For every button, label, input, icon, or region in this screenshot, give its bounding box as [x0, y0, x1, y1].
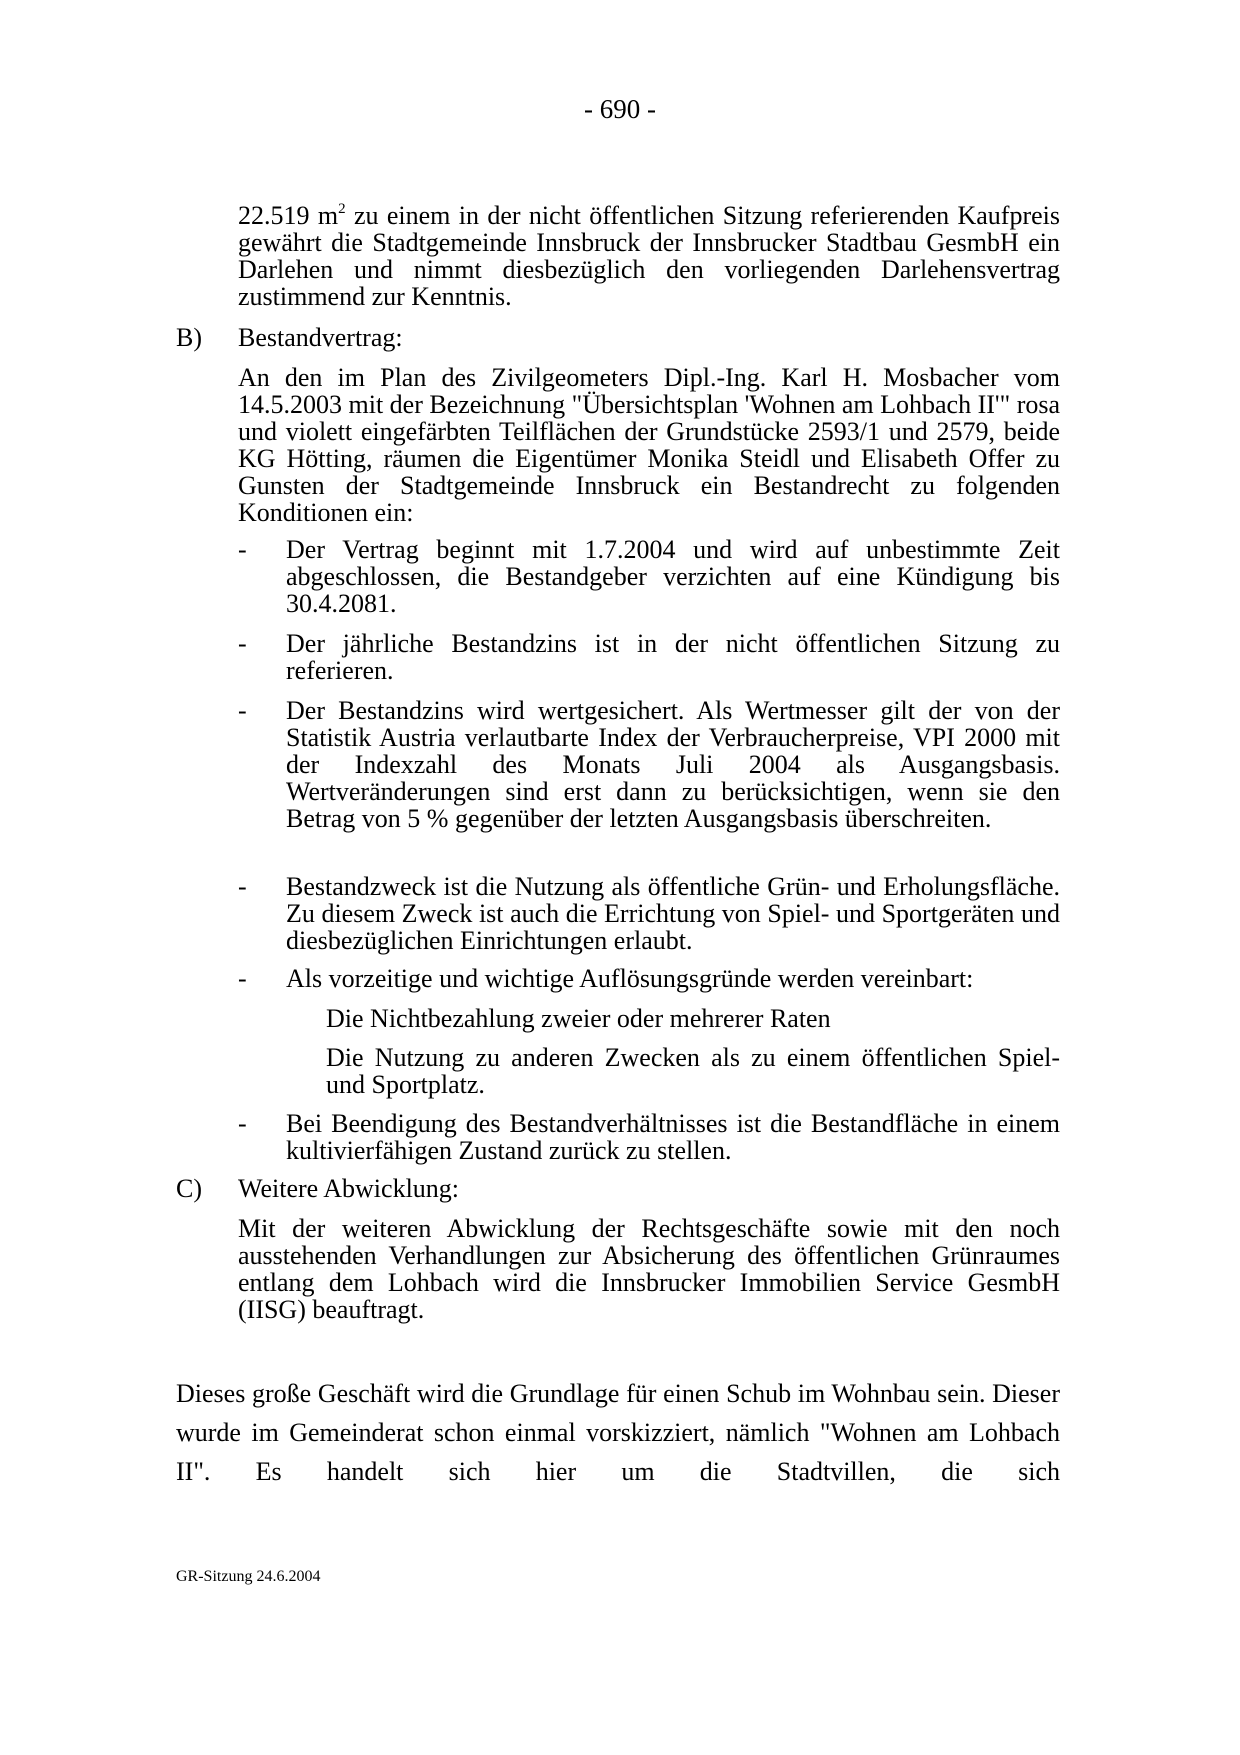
section-c-letter: C) [176, 1174, 202, 1203]
section-b-intro [238, 364, 1060, 526]
list-dash: - [238, 964, 247, 993]
section-b-title: Bestandvertrag: [238, 323, 403, 352]
list-item-text: Als vorzeitige und wichtige Auflösungsgründe werden vereinbart: [286, 964, 974, 993]
section-b-letter: B) [176, 323, 202, 352]
list-item-text: Der jährliche Bestandzins ist in der nicht öffentlichen Sitzung zu referieren. [286, 629, 1060, 685]
list-item-text: Bestandzweck ist die Nutzung als öffentliche Grün- und Erholungsfläche. Zu diesem Zweck ist auch die Errichtung von Spiel- und Sportgeräten und diesbezüglichen Einrichtungen erlaubt. [286, 872, 1060, 955]
closing-paragraph: Dieses große Geschäft wird die Grundlage für einen Schub im Wohnbau sein. Dieser wurde im Gemeinderat schon einmal vorskizziert, nämlich "Wohnen am Lohbach II". Es handelt sich hier um die Stadtvillen, die sich [176, 1379, 1060, 1486]
sub-list-item: Die Nichtbezahlung zweier oder mehrerer Raten [326, 1004, 831, 1033]
intro-text: zu einem in der nicht öffentlichen Sitzung referierenden Kaufpreis gewährt die Stadtgemeinde Innsbruck der Innsbrucker Stadtbau GesmbH ein Darlehen und nimmt diesbezüglich den vorliegenden Darlehensvertrag zustimmend zur Kenntnis. [238, 201, 1060, 311]
sub-list-item: Die Nutzung zu anderen Zwecken als zu einem öffentlichen Spiel- und Sportplatz. [326, 1043, 1060, 1099]
section-c-text: Mit der weiteren Abwicklung der Rechtsgeschäfte sowie mit den noch ausstehenden Verhandlungen zur Absicherung des öffentlichen Grünraumes entlang dem Lohbach wird die Innsbrucker Immobilien Service GesmbH (IISG) beauftragt. [238, 1214, 1060, 1324]
list-dash: - [238, 872, 247, 901]
footer: GR-Sitzung 24.6.2004 [176, 1568, 321, 1585]
list-dash: - [238, 696, 247, 725]
list-dash: - [238, 629, 247, 658]
intro-area-value: 22.519 m [238, 201, 339, 230]
intro-area-superscript: 2 [338, 201, 346, 217]
section-c-body [238, 1215, 1060, 1323]
page-number: - 690 - [584, 94, 656, 124]
list-item-text: Bei Beendigung des Bestandverhältnisses ist die Bestandfläche in einem kultivierfähigen Zustand zurück zu stellen. [286, 1109, 1060, 1165]
list-dash: - [238, 1109, 247, 1138]
list-item-text: Der Bestandzins wird wertgesichert. Als Wertmesser gilt der von der Statistik Austria verlautbarte Index der Verbraucherpreise, VPI 2000 mit der Indexzahl des Monats Juli 2004 als Ausgangsbasis. Wertveränderungen sind erst dann zu berücksichtigen, wenn sie den Betrag von 5 % gegenüber der letzten Ausgangsbasis überschreiten. [286, 696, 1060, 833]
list-dash: - [238, 535, 247, 564]
section-c-title: Weitere Abwicklung: [238, 1174, 460, 1203]
list-item-text: Der Vertrag beginnt mit 1.7.2004 und wird auf unbestimmte Zeit abgeschlossen, die Bestandgeber verzichten auf eine Kündigung bis 30.4.2081. [286, 535, 1060, 618]
section-b-intro-text: An den im Plan des Zivilgeometers Dipl.-Ing. Karl H. Mosbacher vom 14.5.2003 mit der Bezeichnung "Übersichtsplan 'Wohnen am Lohbach II'" rosa und violett eingefärbten Teilflächen der Grundstücke 2593/1 und 2579, beide KG Hötting, räumen die Eigentümer Monika Steidl und Elisabeth Offer zu Gunsten der Stadtgemeinde Innsbruck ein Bestandrecht zu folgenden Konditionen ein: [238, 363, 1061, 527]
intro-paragraph [238, 202, 1060, 310]
